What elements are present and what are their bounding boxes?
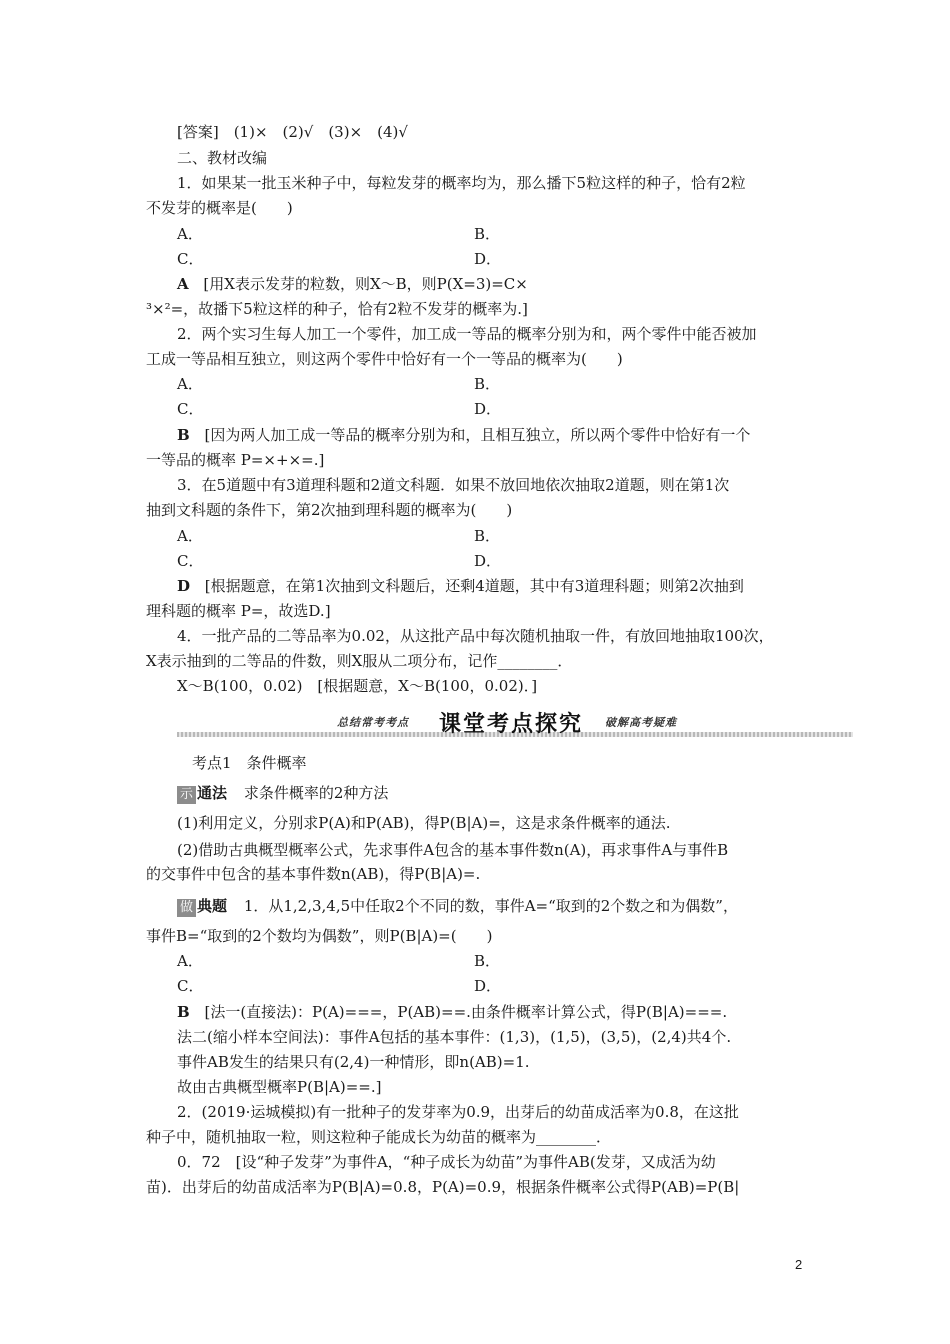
- q2-option-a: A．: [177, 375, 203, 393]
- answer-explanation: [用X表示发芽的粒数，则X～B，则P(X=3)=C×: [203, 275, 528, 293]
- q1-option-d: D．: [474, 250, 502, 268]
- method-heading: [177, 783, 388, 804]
- example-1-text-cont: 事件B=“取到的2个数均为偶数”，则P(B|A)=( ): [146, 927, 493, 945]
- section-heading: 二、教材改编: [177, 149, 268, 167]
- q3-answer-cont: 理科题的概率 P=，故选D.]: [146, 602, 331, 620]
- question-2-text: 2．两个实习生每人加工一个零件，加工成一等品的概率分别为和，两个零件中能否被加: [177, 325, 757, 343]
- q1-option-b: B．: [474, 225, 501, 243]
- e1-answer: [177, 1002, 727, 1022]
- answer-letter: D: [177, 577, 191, 595]
- banner-title: 课堂考点探究: [439, 712, 584, 737]
- q1-option-a: A．: [177, 225, 203, 243]
- answer-letter: B: [177, 426, 190, 444]
- q4-answer: X～B(100，0.02) [根据题意，X～B(100，0.02)．]: [177, 677, 538, 695]
- example-1-text: [177, 896, 738, 917]
- q2-answer: [177, 425, 750, 445]
- q1-option-c: C．: [177, 250, 204, 268]
- q1-answer-cont: ³×²=，故播下5粒这样的种子，恰有2粒不发芽的概率为.]: [146, 300, 528, 318]
- e1-option-a: A．: [177, 952, 203, 970]
- q3-answer: [177, 576, 744, 596]
- topic-title: 考点1 条件概率: [192, 754, 307, 772]
- answer-explanation: [因为两人加工成一等品的概率分别为和，且相互独立，所以两个零件中恰好有一个: [204, 426, 751, 444]
- example-tag: 做: [177, 899, 196, 917]
- question-3-text-cont: 抽到文科题的条件下，第2次抽到理科题的概率为( ): [146, 501, 513, 519]
- e2-answer-cont: 苗)．出芽后的幼苗成活率为P(B|A)=0.8，P(A)=0.9，根据条件概率公式得P(AB)=P(B|: [146, 1178, 740, 1196]
- e1-option-b: B．: [474, 952, 501, 970]
- method-tag-word: 通法: [197, 784, 228, 802]
- q3-option-a: A．: [177, 527, 203, 545]
- section-banner: [177, 707, 853, 739]
- example-2-text-cont: 种子中，随机抽取一粒，则这粒种子能成长为幼苗的概率为________．: [146, 1128, 612, 1146]
- answer-letter: A: [177, 275, 189, 293]
- e2-answer: 0．72 [设“种子发芽”为事件A，“种子成长为幼苗”为事件AB(发芽，又成活为幼: [177, 1153, 716, 1171]
- question-4-text: 4．一批产品的二等品率为0.02，从这批产品中每次随机抽取一件，有放回地抽取100次，: [177, 627, 774, 645]
- answer-explanation: [法一(直接法)：P(A)===，P(AB)==.由条件概率计算公式，得P(B|A)===.: [204, 1003, 728, 1021]
- method-2: (2)借助古典概型概率公式，先求事件A包含的基本事件数n(A)，再求事件A与事件B: [177, 841, 729, 859]
- method-title: 求条件概率的2种方法: [243, 784, 389, 802]
- q2-option-d: D．: [474, 400, 502, 418]
- example-2-text: 2．(2019·运城模拟)有一批种子的发芽率为0.9，出芽后的幼苗成活率为0.8，在这批: [177, 1103, 739, 1121]
- e1-answer-line3: 事件AB发生的结果只有(2,4)一种情形，即n(AB)=1.: [177, 1053, 530, 1071]
- method-2-cont: 的交事件中包含的基本事件数n(AB)，得P(B|A)=.: [146, 865, 481, 883]
- method-tag: 示: [177, 786, 196, 804]
- e1-answer-method2: 法二(缩小样本空间法)：事件A包括的基本事件：(1,3)，(1,5)，(3,5)，(2,4)共4个.: [177, 1028, 732, 1046]
- banner-right-caption: 破解高考疑难: [605, 716, 677, 729]
- e1-option-d: D．: [474, 977, 502, 995]
- q2-option-c: C．: [177, 400, 204, 418]
- e1-option-c: C．: [177, 977, 204, 995]
- e1-answer-line4: 故由古典概型概率P(B|A)==.]: [177, 1078, 382, 1096]
- page-number: 2: [795, 1257, 803, 1272]
- example-tag-word: 典题: [197, 897, 228, 915]
- q3-option-b: B．: [474, 527, 501, 545]
- example-1-question: 1．从1,2,3,4,5中任取2个不同的数，事件A=“取到的2个数之和为偶数”，: [243, 897, 738, 915]
- question-2-text-cont: 工成一等品相互独立，则这两个零件中恰好有一个一等品的概率为( ): [146, 350, 623, 368]
- question-1-text-cont: 不发芽的概率是( ): [146, 199, 293, 217]
- question-4-text-cont: X表示抽到的二等品的件数，则X服从二项分布，记作________．: [146, 652, 573, 670]
- banner-left-caption: 总结常考考点: [337, 716, 409, 729]
- q2-answer-cont: 一等品的概率 P=×+×=.]: [146, 451, 325, 469]
- method-1: (1)利用定义，分别求P(A)和P(AB)，得P(B|A)=，这是求条件概率的通法.: [177, 814, 671, 832]
- q1-answer: [177, 274, 528, 294]
- q3-option-c: C．: [177, 552, 204, 570]
- answer-letter: B: [177, 1003, 190, 1021]
- answer-explanation: [根据题意，在第1次抽到文科题后，还剩4道题，其中有3道理科题；则第2次抽到: [204, 577, 744, 595]
- q2-option-b: B．: [474, 375, 501, 393]
- q3-option-d: D．: [474, 552, 502, 570]
- question-1-text: 1．如果某一批玉米种子中，每粒发芽的概率均为，那么播下5粒这样的种子，恰有2粒: [177, 174, 746, 192]
- question-3-text: 3．在5道题中有3道理科题和2道文科题．如果不放回地依次抽取2道题，则在第1次: [177, 476, 730, 494]
- answer-line: [答案] (1)× (2)√ (3)× (4)√: [177, 123, 408, 141]
